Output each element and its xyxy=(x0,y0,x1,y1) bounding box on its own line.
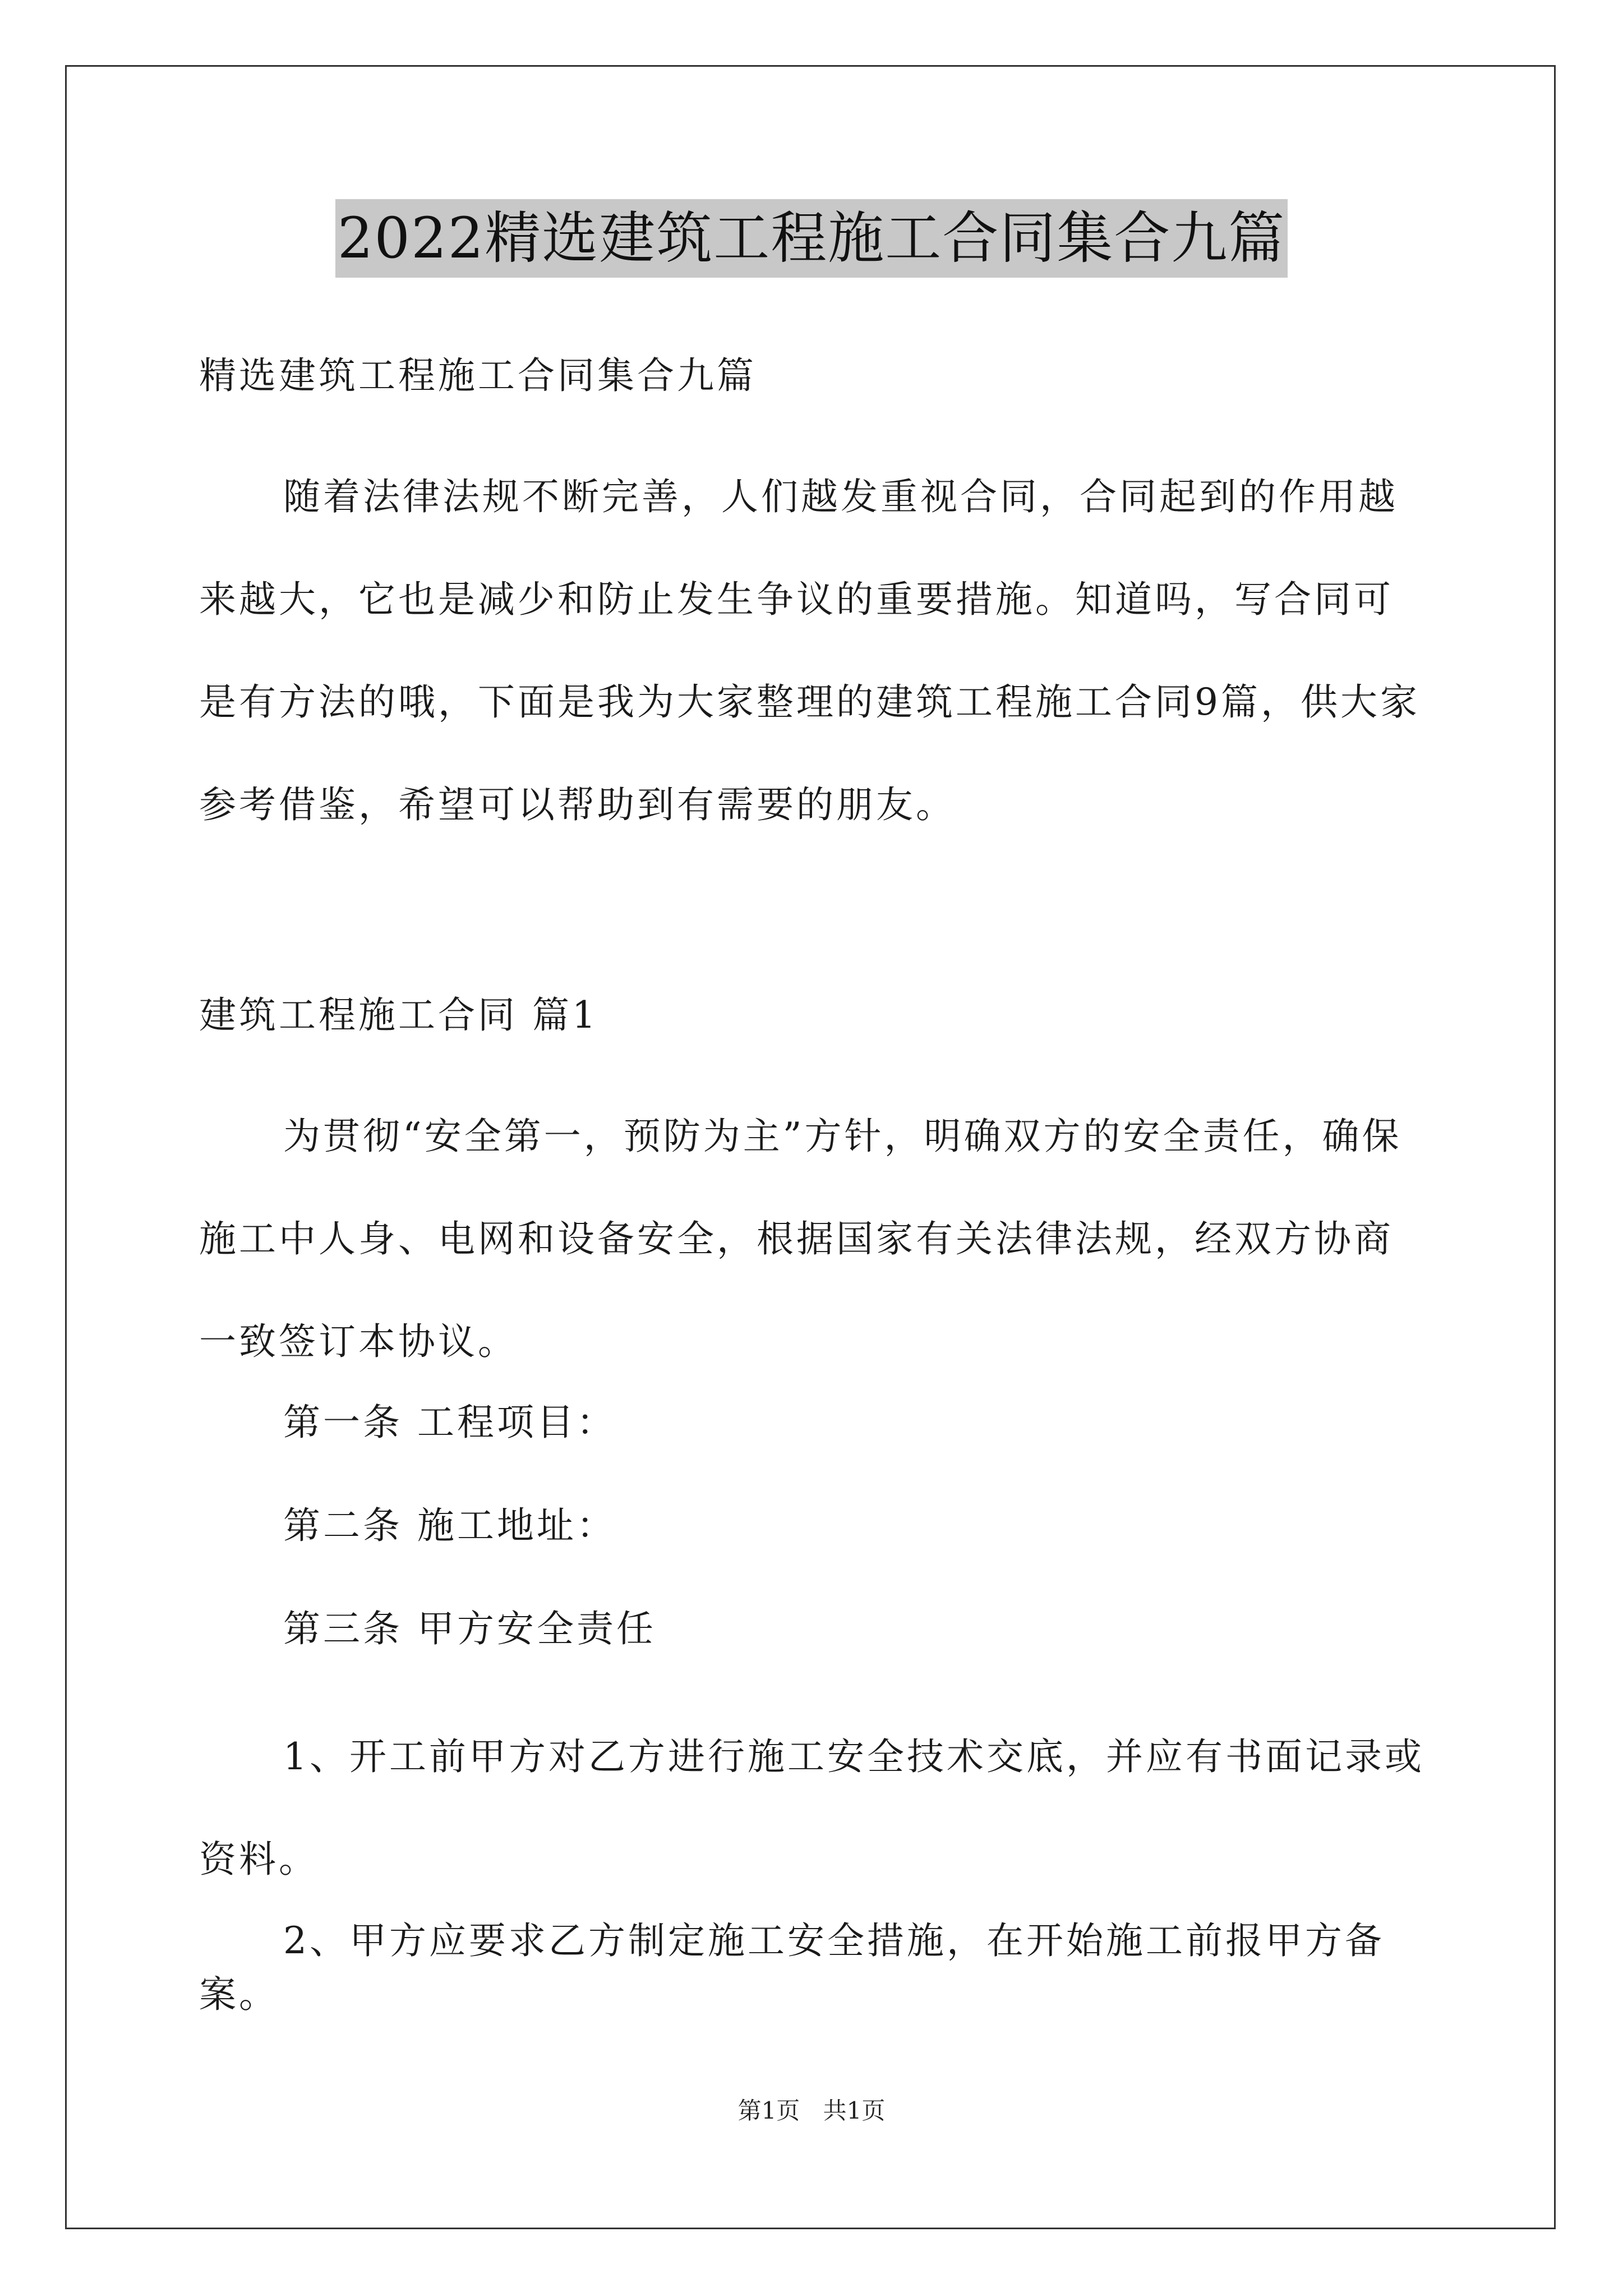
document-subtitle: 精选建筑工程施工合同集合九篇 xyxy=(199,354,757,397)
page-total: 共1页 xyxy=(823,2097,886,2124)
section-heading: 建筑工程施工合同 篇1 xyxy=(199,993,598,1037)
section-intro-paragraph: 为贯彻“安全第一，预防为主”方针，明确双方的安全责任，确保施工中人身、电网和设备安全，根据国家有关法律法规，经双方协商一致签订本协议。 xyxy=(199,1115,1402,1363)
article-2: 第二条 施工地址： xyxy=(283,1504,616,1547)
article-3: 第三条 甲方安全责任 xyxy=(283,1607,656,1650)
title-container xyxy=(0,199,1623,278)
page-footer xyxy=(0,2092,1623,2126)
item-2: 2、甲方应要求乙方制定施工安全措施，在开始施工前报甲方备案。 xyxy=(199,1919,1385,2016)
intro-paragraph: 随着法律法规不断完善，人们越发重视合同，合同起到的作用越来越大，它也是减少和防止发生争议的重要措施。知道吗，写合同可是有方法的哦，下面是我为大家整理的建筑工程施工合同9篇，供大家参考借鉴，希望可以帮助到有需要的朋友。 xyxy=(199,475,1420,826)
page-number: 第1页 xyxy=(737,2097,800,2124)
document-title: 2022精选建筑工程施工合同集合九篇 xyxy=(335,199,1288,278)
item-1: 1、开工前甲方对乙方进行施工安全技术交底，并应有书面记录或资料。 xyxy=(199,1735,1424,1881)
article-1: 第一条 工程项目： xyxy=(283,1401,616,1444)
